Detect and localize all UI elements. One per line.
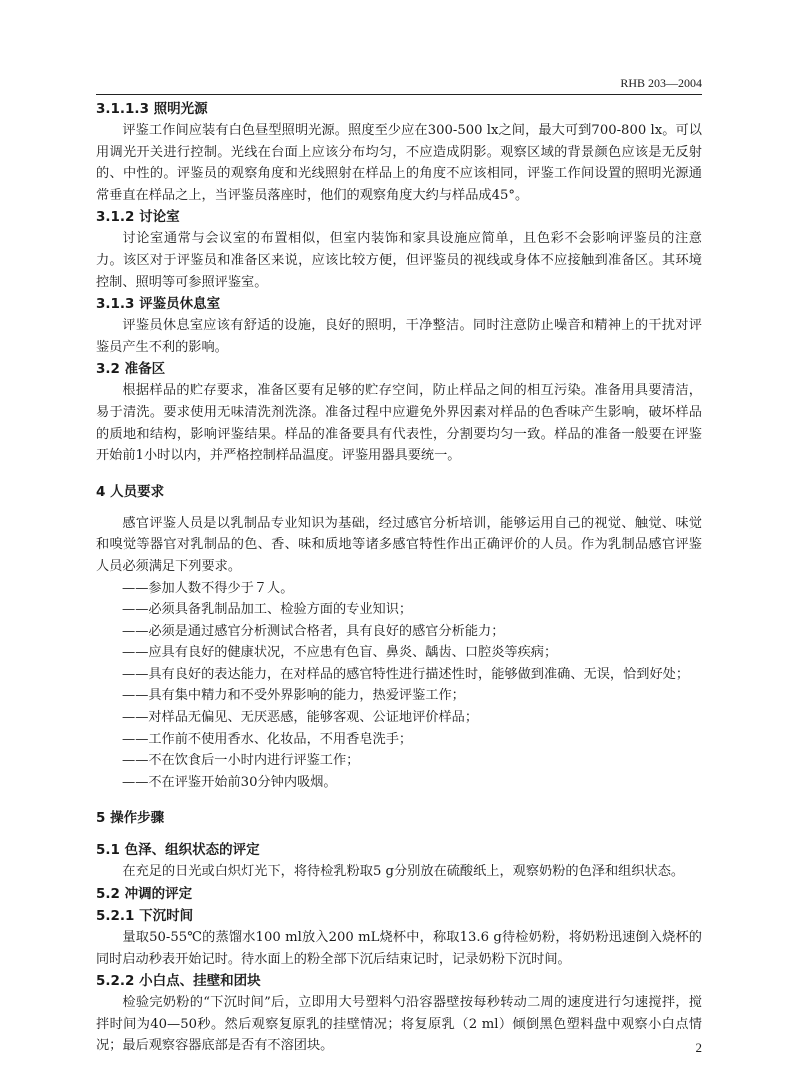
header-divider xyxy=(96,94,702,95)
section-5-1-paragraph: 在充足的日光或白炽灯光下，将待检乳粉取5 g分别放在硫酸纸上，观察奶粉的色泽和组织状态。 xyxy=(122,864,685,880)
section-5-2-2-paragraph: 检验完奶粉的“下沉时间”后，立即用大号塑料勺沿容器壁按每秒转动二周的速度进行匀速搅拌，搅拌时间为40—50秒。然后观察复原乳的挂壁情况；将复原乳（2 ml）倾倒黑色塑料盘中观察小白点情况；最后观察容器底部是否有不溶团块。 xyxy=(96,995,702,1054)
requirement-item: ——不在评鉴开始前30分钟内吸烟。 xyxy=(122,774,337,790)
requirement-item: ——不在饮食后一小时内进行评鉴工作； xyxy=(122,753,360,769)
section-4-heading: 4 人员要求 xyxy=(96,483,165,500)
section-4-paragraph: 感官评鉴人员是以乳制品专业知识为基础，经过感官分析培训，能够运用自己的视觉、触觉、味觉和嗅觉等器官对乳制品的色、香、味和质地等诸多感官特性作出正确评价的人员。作为乳制品感官评鉴人员必须满足下列要求。 xyxy=(96,515,702,574)
section-3-1-2-paragraph: 讨论室通常与会议室的布置相似，但室内装饰和家具设施应简单，且色彩不会影响评鉴员的注意力。该区对于评鉴员和准备区来说，应该比较方便，但评鉴员的视线或身体不应接触到准备区。其环境控制、照明等可参照评鉴室。 xyxy=(96,231,702,290)
page-body xyxy=(96,98,702,1057)
section-3-1-2-heading: 3.1.2 讨论室 xyxy=(96,209,180,226)
document-code-header: RHB 203—2004 xyxy=(620,76,702,90)
section-5-2-heading: 5.2 冲调的评定 xyxy=(96,886,193,903)
section-3-2-heading: 3.2 准备区 xyxy=(96,361,166,378)
requirement-item: ——必须具备乳制品加工、检验方面的专业知识； xyxy=(122,602,413,618)
requirement-item: ——具有集中精力和不受外界影响的能力，热爱评鉴工作； xyxy=(122,688,465,704)
section-3-1-1-3-paragraph: 评鉴工作间应装有白色昼型照明光源。照度至少应在300-500 lx之间，最大可到700-800 lx。可以用调光开关进行控制。光线在台面上应该分布均匀，不应造成阴影。观察区域的背景颜色应该是无反射的、中性的。评鉴员的观察角度和光线照射在样品上的角度不应该相同，评鉴工作间设置的照明光源通常垂直在样品之上，当评鉴员落座时，他们的观察角度大约与样品成45°。 xyxy=(96,123,702,203)
section-5-2-1-paragraph: 量取50-55℃的蒸馏水100 ml放入200 mL烧杯中，称取13.6 g待检奶粉，将奶粉迅速倒入烧杯的同时启动秒表开始记时。待水面上的粉全部下沉后结束记时，记录奶粉下沉时间。 xyxy=(96,930,702,967)
section-3-1-3-heading: 3.1.3 评鉴员休息室 xyxy=(96,296,221,313)
requirement-item: ——参加人数不得少于７人。 xyxy=(122,580,294,596)
section-3-1-3-paragraph: 评鉴员休息室应该有舒适的设施，良好的照明，干净整洁。同时注意防止噪音和精神上的干扰对评鉴员产生不利的影响。 xyxy=(96,318,702,355)
section-5-2-1-heading: 5.2.1 下沉时间 xyxy=(96,908,194,925)
requirement-item: ——具有良好的表达能力，在对样品的感官特性进行描述性时，能够做到准确、无误，恰到好处； xyxy=(122,666,690,682)
requirement-item: ——对样品无偏见、无厌恶感，能够客观、公证地评价样品； xyxy=(122,710,479,726)
page-number: 2 xyxy=(695,1040,702,1055)
requirement-item: ——必须是通过感官分析测试合格者，具有良好的感官分析能力； xyxy=(122,623,505,639)
requirement-item: ——工作前不使用香水、化妆品，不用香皂洗手； xyxy=(122,731,413,747)
section-5-2-2-heading: 5.2.2 小白点、挂壁和团块 xyxy=(96,973,261,990)
section-5-heading: 5 操作步骤 xyxy=(96,810,165,827)
requirement-item: ——应具有良好的健康状况，不应患有色盲、鼻炎、龋齿、口腔炎等疾病； xyxy=(122,645,558,661)
section-5-1-heading: 5.1 色泽、组织状态的评定 xyxy=(96,842,260,859)
section-3-1-1-3-heading: 3.1.1.3 照明光源 xyxy=(96,101,208,117)
section-3-2-paragraph: 根据样品的贮存要求，准备区要有足够的贮存空间，防止样品之间的相互污染。准备用具要清洁，易于清洗。要求使用无味清洗剂洗涤。准备过程中应避免外界因素对样品的色香味产生影响，破坏样品的质地和结构，影响评鉴结果。样品的准备要具有代表性，分割要均匀一致。样品的准备一般要在评鉴开始前1小时以内，并严格控制样品温度。评鉴用器具要统一。 xyxy=(96,383,702,464)
